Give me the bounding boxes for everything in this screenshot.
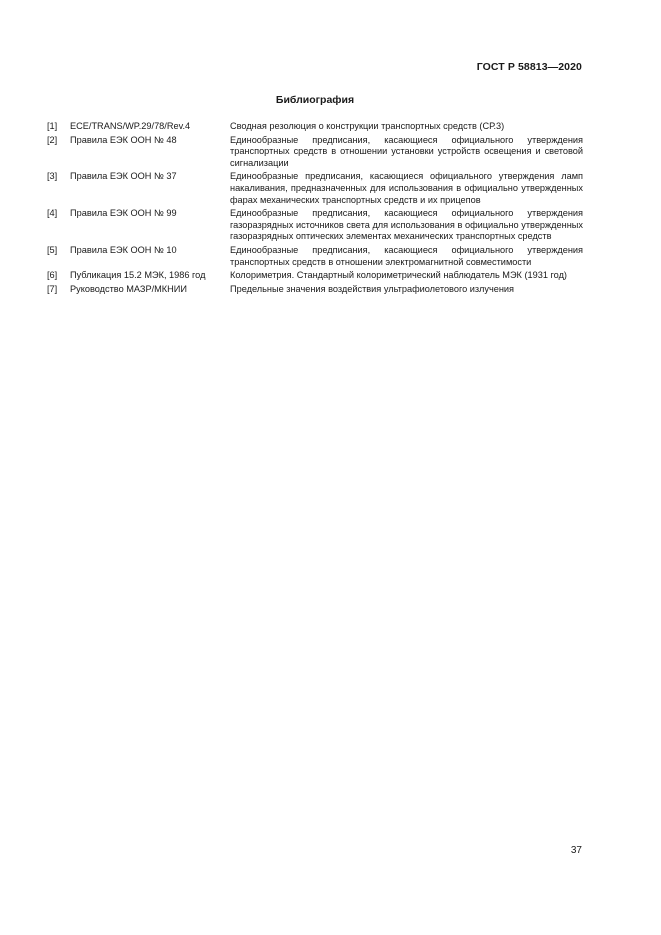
entry-number: [1] xyxy=(47,121,58,131)
entry-number: [4] xyxy=(47,208,58,219)
standard-header: ГОСТ Р 58813—2020 xyxy=(476,61,582,73)
entry-reference: ECE/TRANS/WP.29/78/Rev.4 xyxy=(70,121,191,131)
entry-reference: Публикация 15.2 МЭК, 1986 год xyxy=(70,270,206,281)
entry-description: Единообразные предписания, касающиеся официального утверждения газоразрядных источников света для использования в официально утвержденных газоразрядных оптических элементах механических транспортных средств xyxy=(230,208,583,242)
entry-description: Единообразные предписания, касающиеся официального утверждения транспортных средств в отношении электромагнитной совместимости xyxy=(230,244,583,267)
entry-description: Сводная резолюция о конструкции транспортных средств (СР.3) xyxy=(230,121,505,131)
bibliography-entry xyxy=(47,284,583,296)
bibliography-entry xyxy=(47,121,583,133)
bibliography-entry xyxy=(47,245,583,268)
entry-reference: Правила ЕЭК ООН № 37 xyxy=(70,171,177,182)
entry-number: [5] xyxy=(47,244,58,255)
entry-reference: Правила ЕЭК ООН № 48 xyxy=(70,134,177,145)
bibliography-entry xyxy=(47,135,583,170)
entry-number: [3] xyxy=(47,171,58,182)
entry-number: [2] xyxy=(47,134,58,145)
entry-number: [7] xyxy=(47,283,58,294)
entry-reference: Руководство МАЗР/МКНИИ xyxy=(70,283,187,294)
bibliography-entry xyxy=(47,208,583,243)
entry-reference: Правила ЕЭК ООН № 10 xyxy=(70,244,177,255)
page-number: 37 xyxy=(570,845,582,856)
entry-description: Колориметрия. Стандартный колориметрический наблюдатель МЭК (1931 год) xyxy=(230,270,567,281)
entry-description: Предельные значения воздействия ультрафиолетового излучения xyxy=(230,283,515,294)
entry-description: Единообразные предписания, касающиеся официального утверждения ламп накаливания, предназначенных для использования в официально утвержденных фарах механических транспортных средств и их прицепов xyxy=(230,171,583,205)
bibliography-entry xyxy=(47,171,583,206)
entry-description: Единообразные предписания, касающиеся официального утверждения транспортных средств в отношении установки устройств освещения и световой сигнализации xyxy=(230,134,583,168)
entry-reference: Правила ЕЭК ООН № 99 xyxy=(70,208,177,219)
bibliography-entry xyxy=(47,270,583,282)
section-title: Библиография xyxy=(275,94,355,106)
bibliography-list xyxy=(47,121,583,297)
entry-number: [6] xyxy=(47,270,58,281)
